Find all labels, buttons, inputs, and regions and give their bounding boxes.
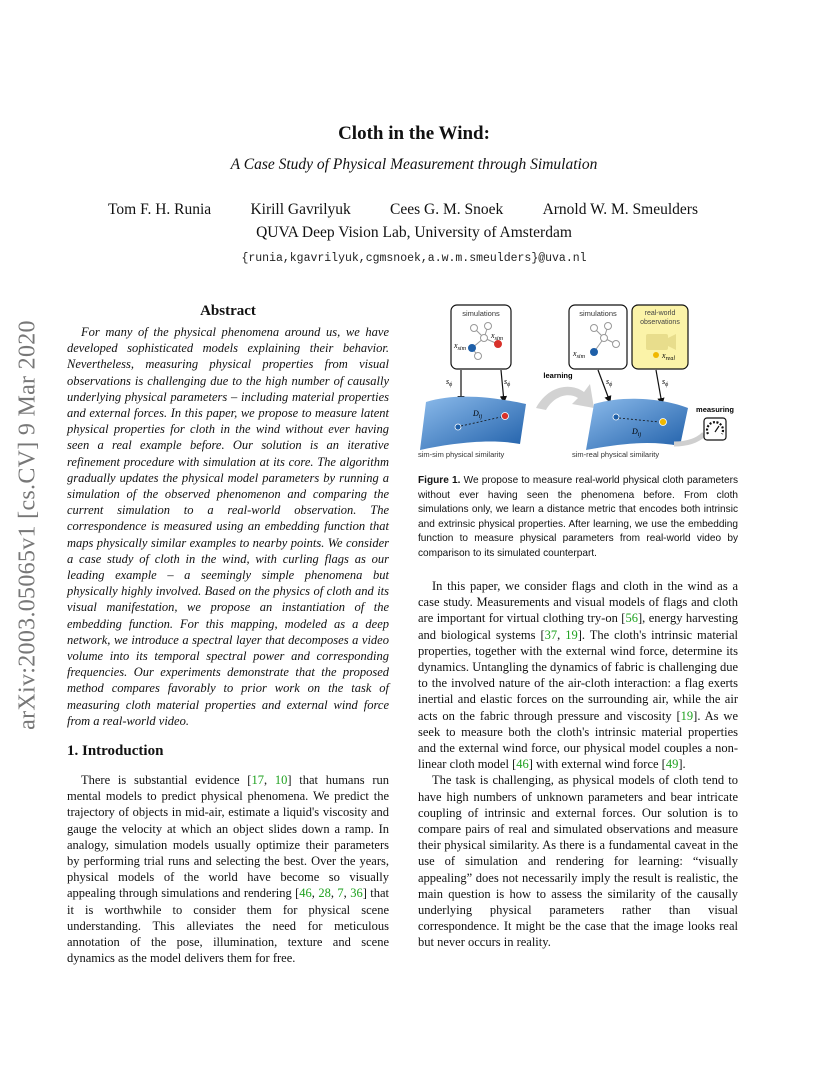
- intro-paragraph-2: [418, 578, 738, 772]
- xreal-label: $x_{real}$: [662, 351, 676, 362]
- author-4: Arnold W. M. Smeulders: [542, 201, 698, 218]
- paper-title: Cloth in the Wind:: [338, 123, 490, 144]
- intro-paragraph-3: The task is challenging, as physical models of cloth tend to have high numbers of unknown parameters and bear intricate coupling of intrinsic and external forces. Our solution is to compare pairs of real and simulated observations and measure their physical similarity. As there is a fundamental caveat in the use of simulation and rendering for learning: “visually appealing” does not necessarily imply the result is realistic, the main question is how to assess the similarity of the causally underlying physical parameters rather than visual correspondence. It might be the case that the image looks real but never occurs in reality.: [418, 773, 738, 950]
- figure-1-caption: [418, 474, 738, 562]
- xsim-label-left-2: $x_{sim}$: [491, 331, 503, 342]
- text-run: ,: [557, 627, 566, 642]
- distance-label-left: $D_{ij}$: [473, 409, 483, 420]
- citation-link[interactable]: 17: [251, 773, 264, 787]
- real-world-label: real-world observations: [640, 310, 680, 326]
- abstract-text: For many of the physical phenomena around us, we have developed sophisticated models explaining their behavior. Nevertheless, measuring physical properties from visual observations is challenging due to the high number of causally underlying physical parameters – including material properties and external forces. In this paper, we propose to measure latent physical properties for cloth in the wind without ever having seen a real example before. Our solution is an iterative refinement procedure with simulation at its core. The algorithm gradually updates the physical model parameters by running a simulation of the observed phenomenon and comparing the current simulation to a real-world observation. The correspondence is measured using an embedding function that maps physically similar examples to nearby points. We consider a case study of cloth in the wind, with curling flags as our leading example – a seemingly simple phenomena but physically highly involved. Based on the physics of cloth and its visual manifestation, we propose an instantiation of the embedding function. For this mapping, modeled as a deep network, we introduce a spectral layer that decomposes a video volume into its temporal spectral power and corresponding frequencies. Our experiments demonstrate that the proposed method compares favorably to prior work on the task of measuring cloth material properties and external wind force from a real-world video.: [67, 325, 389, 728]
- text-run: ] with external wind force [: [528, 757, 666, 772]
- gauge-icon: [704, 418, 726, 440]
- simulations-label-right: simulations: [579, 309, 617, 318]
- citation-link[interactable]: 46: [299, 886, 312, 901]
- arxiv-stamp: [8, 290, 48, 760]
- paper-subtitle: A Case Study of Physical Measurement through Simulation: [230, 156, 598, 173]
- distance-label-right: $D_{ij}$: [632, 427, 642, 438]
- simulations-label-left: simulations: [462, 309, 500, 318]
- citation-link[interactable]: 28: [318, 886, 331, 901]
- text-run: ,: [330, 886, 338, 901]
- embedding-surface-right: [586, 399, 688, 450]
- intro-right-column: [418, 578, 738, 951]
- arxiv-id: arXiv:2003.05065v1 [cs.CV] 9 Mar 2020: [14, 320, 41, 730]
- citation-link[interactable]: 46: [516, 757, 529, 772]
- sim-sim-label: sim-sim physical similarity: [418, 450, 505, 459]
- author-1: Tom F. H. Runia: [108, 201, 212, 218]
- s-phi-label: $s_\phi$: [606, 377, 613, 388]
- text-run: ,: [311, 886, 319, 901]
- s-phi-label: $s_\phi$: [504, 377, 511, 388]
- author-2: Kirill Gavrilyuk: [250, 201, 351, 218]
- citation-link[interactable]: 56: [625, 611, 638, 626]
- citation-link[interactable]: 37: [544, 627, 558, 642]
- measuring-label: measuring: [696, 405, 734, 414]
- intro-paragraph-1: [67, 772, 389, 966]
- xsim-label-left: $x_{sim}$: [454, 341, 466, 352]
- text-run: ], energy harvesting and biological systems [: [418, 611, 738, 642]
- affiliation: QUVA Deep Vision Lab, University of Amsterdam: [256, 224, 572, 241]
- citation-link[interactable]: 19: [565, 627, 578, 642]
- xsim-label-right: $x_{sim}$: [573, 349, 585, 360]
- learning-label: learning: [543, 371, 573, 380]
- citation-link[interactable]: 19: [680, 708, 694, 723]
- section-heading-introduction: 1. Introduction: [67, 743, 164, 759]
- citation-link[interactable]: 36: [350, 886, 363, 901]
- text-run: There is substantial evidence [: [81, 773, 252, 787]
- citation-link[interactable]: 7: [337, 886, 344, 901]
- text-run: ,: [343, 886, 351, 901]
- abstract-heading: Abstract: [200, 303, 256, 319]
- author-3: Cees G. M. Snoek: [390, 201, 504, 218]
- caption-label: Figure 1.: [418, 475, 461, 486]
- text-run: ,: [263, 773, 275, 787]
- text-run: ].: [678, 757, 686, 772]
- citation-link[interactable]: 10: [274, 773, 288, 787]
- s-phi-label: $s_\phi$: [662, 377, 669, 388]
- text-run: ]. The cloth's intrinsic material properties, together with the external wind force, determine its dynamics. Untangling the dynamics of fabric is challenging due to the involved nature of the air-cloth interaction: a flag exerts inertial and elastic forces on the surrounding air, while the air acts on the fabric through pressure and viscosity [: [418, 627, 738, 723]
- text-run: ] that it is worthwhile to consider them for physical scene understanding. This alleviates the need for meticulous annotation of the pose, illumination, texture and scene dynamics as the model delivers them for free.: [67, 886, 390, 966]
- s-phi-label: $s_\phi$: [446, 377, 453, 388]
- text-run: ]. As we seek to measure both the cloth's intrinsic material properties and the external wind force, our physical model couples a non-linear cloth model [: [418, 708, 738, 772]
- figure-1-diagram: [418, 304, 740, 464]
- text-run: ] that humans run mental models to predict physical phenomena. We predict the trajectory of objects in mid-air, estimate a liquid's viscosity and gauge the velocity at which an object slides down a ramp. In analogy, simulation models usually optimize their parameters by performing trial runs and selecting the best. Over the years, physical models of the world have become so visually appealing through simulations and rendering [: [67, 773, 389, 901]
- camera-icon: [646, 334, 676, 350]
- sim-real-label: sim-real physical similarity: [572, 450, 660, 459]
- text-run: In this paper, we consider flags and cloth in the wind as a case study. Measurements and visual models of flags and cloth are important for virtual clothing try-on [: [418, 579, 738, 626]
- learning-arrow: [536, 384, 594, 410]
- author-list: [108, 201, 698, 219]
- caption-text: We propose to measure real-world physical cloth parameters without ever having seen the phenomena before. From cloth simulations only, we learn a distance metric that encodes both intrinsic and extrinsic physical properties. After learning, we use the embedding function to measure physical parameters from real-world video by comparison to its simulated counterpart.: [418, 475, 738, 559]
- citation-link[interactable]: 49: [665, 757, 679, 772]
- author-emails: {runia,kgavrilyuk,cgmsnoek,a.w.m.smeulders}@uva.nl: [241, 252, 587, 265]
